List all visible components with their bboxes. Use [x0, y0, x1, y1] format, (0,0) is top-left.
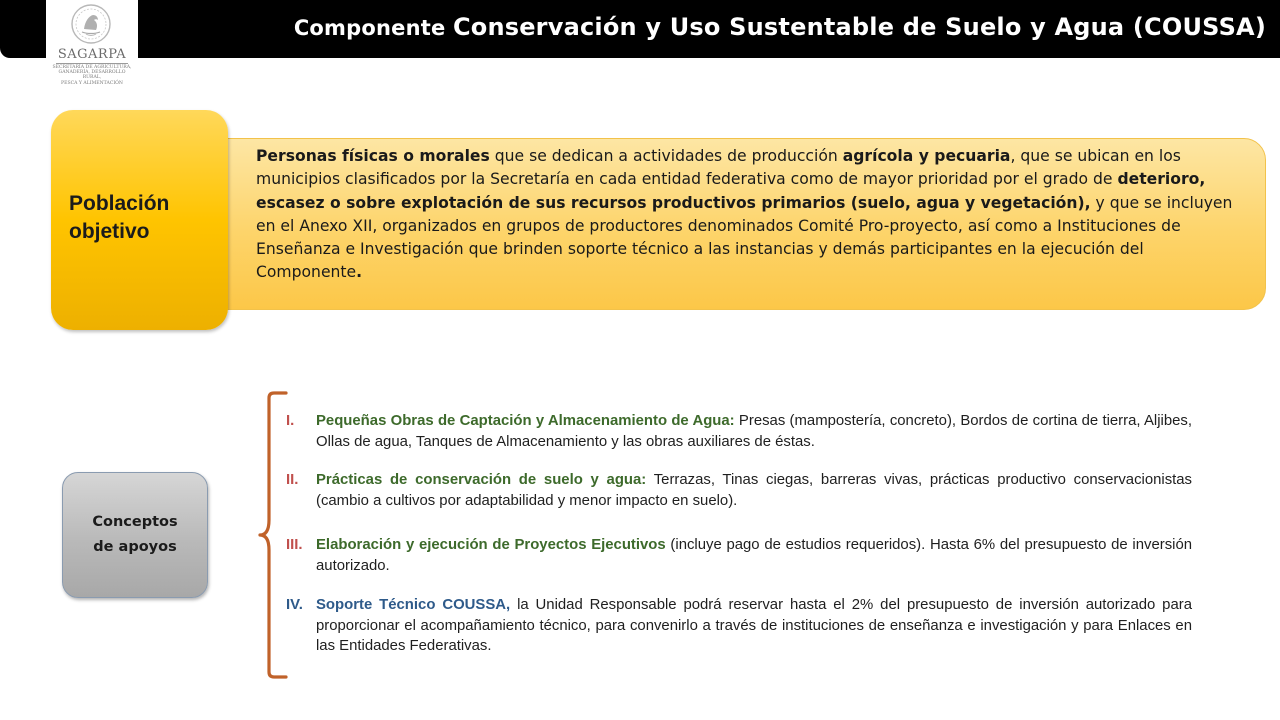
item-title: Soporte Técnico COUSSA,	[316, 597, 511, 613]
list-item	[286, 470, 1192, 511]
conceptos-label-line: Conceptos	[92, 514, 178, 530]
poblacion-description	[256, 145, 1246, 285]
list-item	[286, 595, 1192, 657]
list-item	[286, 411, 1192, 452]
text-segment: .	[356, 263, 363, 282]
text-segment: que se dedican a actividades de producción	[489, 147, 843, 165]
item-text	[316, 470, 1192, 511]
page-title	[294, 13, 1266, 41]
title-prefix: Componente	[293, 16, 453, 40]
text-segment: deterioro, escasez o sobre explotación de sus recursos productivos primarios (suelo, agua y vegetación),	[256, 170, 1206, 212]
item-text	[316, 411, 1192, 452]
poblacion-content-box	[200, 138, 1266, 310]
item-body: Presas (mampostería, concreto), Bordos de cortina de tierra, Aljibes, Ollas de agua, Tanques de Almacenamiento y las obras auxiliares de éstas.	[316, 413, 1192, 450]
item-body: la Unidad Responsable podrá reservar hasta el 2% del presupuesto de inversión autorizado para proporcionar el acompañamiento técnico, para convenirlo a través de instituciones de enseñanza e investigación y para Enlaces en las Entidades Federativas.	[316, 597, 1192, 654]
poblacion-label-line: Población	[69, 192, 170, 215]
mexico-coat-of-arms-icon	[70, 3, 112, 45]
text-segment: , que se ubican en los municipios clasificados por la Secretaría en cada entidad federativa como de mayor prioridad por el grado de	[256, 147, 1181, 189]
item-number: IV.	[286, 597, 303, 613]
item-number: I.	[286, 413, 295, 429]
logo-subtitle-line: PESCA Y ALIMENTACIÓN	[61, 80, 123, 86]
item-body: (incluye pago de estudios requeridos). Hasta 6% del presupuesto de inversión autorizado.	[316, 537, 1193, 574]
text-segment: agrícola y pecuaria	[842, 147, 1011, 165]
logo-subtitle	[52, 65, 132, 86]
item-text	[316, 535, 1192, 576]
item-number: II.	[286, 472, 299, 488]
text-segment: Personas físicas o morales	[256, 147, 490, 165]
item-title: Elaboración y ejecución de Proyectos Ejecutivos	[316, 537, 666, 553]
item-body: Terrazas, Tinas ciegas, barreras vivas, prácticas productivo conservacionistas (cambio a cultivos por adaptabilidad y menor impacto en suelo).	[316, 472, 1192, 509]
logo-name: SAGARPA	[57, 47, 127, 62]
poblacion-label	[69, 190, 219, 246]
sagarpa-logo	[46, 0, 138, 86]
item-title: Prácticas de conservación de suelo y agua:	[316, 472, 647, 488]
list-item	[286, 535, 1192, 576]
item-text	[316, 595, 1192, 657]
text-segment: y que se incluyen en el Anexo XII, organizados en grupos de productores denominados Comité Pro-proyecto, así como a Instituciones de Enseñanza e Investigación que brinden soporte técnico a las instancias y demás participantes en la ejecución del Componente	[256, 193, 1233, 282]
conceptos-label-line: de apoyos	[93, 539, 177, 555]
logo-subtitle-line: GANADERÍA, DESARROLLO RURAL,	[58, 70, 126, 81]
header-bar	[0, 0, 1280, 58]
conceptos-label	[63, 510, 207, 560]
title-main: Conservación y Uso Sustentable de Suelo y Agua (COUSSA)	[452, 13, 1266, 41]
logo-divider	[56, 63, 128, 64]
item-title: Pequeñas Obras de Captación y Almacenamiento de Agua:	[316, 413, 735, 429]
conceptos-label-box	[62, 472, 208, 598]
logo-subtitle-line: SECRETARÍA DE AGRICULTURA,	[52, 65, 132, 70]
item-number: III.	[286, 537, 303, 553]
poblacion-label-line: objetivo	[69, 220, 150, 243]
poblacion-label-box	[51, 110, 228, 330]
left-brace-icon	[246, 390, 290, 680]
